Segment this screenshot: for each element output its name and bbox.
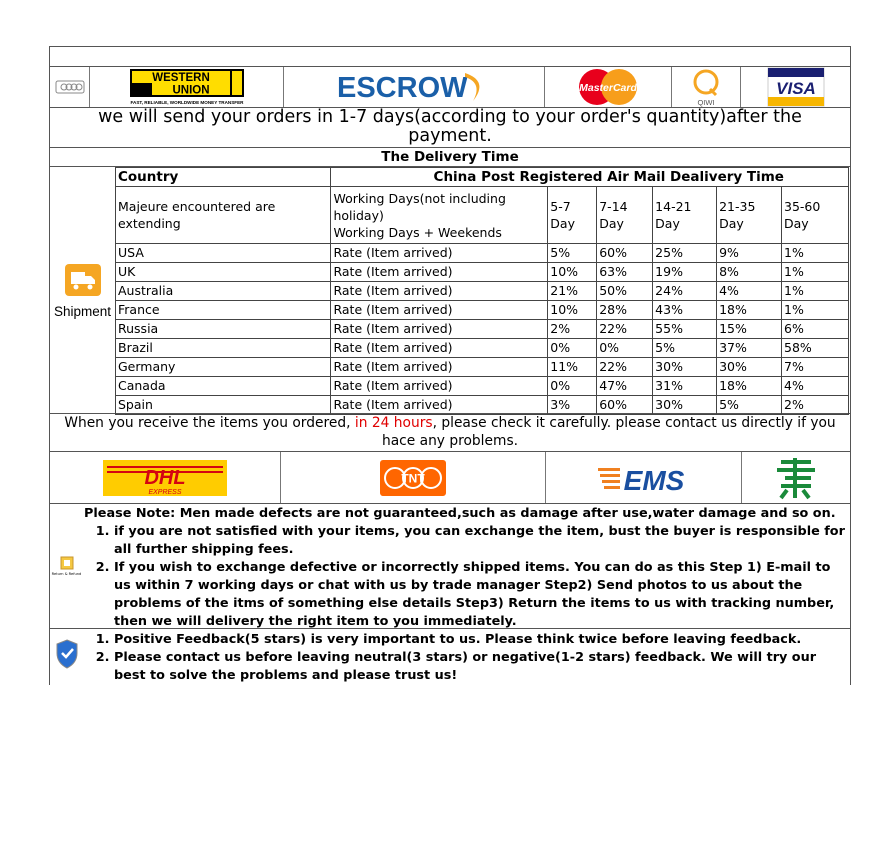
- percent-cell: 30%: [653, 358, 717, 377]
- percent-cell: 28%: [597, 301, 653, 320]
- shield-badge-cell: [50, 639, 83, 669]
- top-spacer: [50, 47, 850, 67]
- country-cell: Australia: [116, 282, 331, 301]
- feedback-item-1: 1. Positive Feedback(5 stars) is very important to us. Please think twice before leaving feedback.: [114, 631, 847, 649]
- china-post-logo: [742, 452, 850, 503]
- tnt-logo: [281, 452, 546, 503]
- country-cell: France: [116, 301, 331, 320]
- range-4: 21-35 Day: [717, 187, 782, 244]
- return-refund-cell: [50, 504, 83, 628]
- receive-check-message: [50, 414, 850, 452]
- payment-logos-row: [50, 67, 850, 108]
- escrow-text: ESCROW: [337, 72, 468, 104]
- percent-cell: 10%: [548, 263, 597, 282]
- returns-note: Please Note: Men made defects are not guaranteed,such as damage after use,water damage and so on.: [84, 506, 836, 521]
- subheader-days-1: Working Days(not including holiday): [333, 190, 506, 223]
- table-row: [116, 396, 849, 415]
- percent-cell: 10%: [548, 301, 597, 320]
- rate-label-cell: Rate (Item arrived): [331, 396, 548, 415]
- range-3: 14-21 Day: [653, 187, 717, 244]
- rate-label-cell: Rate (Item arrived): [331, 244, 548, 263]
- delivery-table: [115, 167, 849, 415]
- percent-cell: 7%: [782, 358, 849, 377]
- feedback-item-2: 2. Please contact us before leaving neutral(3 stars) or negative(1-2 stars) feedback. We will try our best to solve the problems and please trust us!: [114, 649, 847, 685]
- rate-label-cell: Rate (Item arrived): [331, 263, 548, 282]
- percent-cell: 18%: [717, 301, 782, 320]
- send-orders-text: we will send your orders in 1-7 days(according to your order's quantity)after the payment.: [98, 107, 802, 146]
- feedback-notes: [83, 631, 847, 685]
- visa-text: VISA: [775, 79, 816, 98]
- percent-cell: 18%: [717, 377, 782, 396]
- carrier-logos-row: [50, 452, 850, 504]
- table-subheader-row: [116, 187, 849, 244]
- header-country: Country: [116, 168, 331, 187]
- table-row: [116, 282, 849, 301]
- feedback-section: [50, 629, 850, 685]
- percent-cell: 9%: [717, 244, 782, 263]
- shield-icon: [56, 639, 78, 669]
- shipment-label: Shipment: [53, 303, 112, 319]
- country-cell: Russia: [116, 320, 331, 339]
- delivery-time-title: [50, 148, 850, 167]
- table-header-row: [116, 168, 849, 187]
- table-row: [116, 320, 849, 339]
- range-1: 5-7 Day: [548, 187, 597, 244]
- subheader-country: Majeure encountered are extending: [116, 187, 331, 244]
- return-box-icon: [60, 556, 74, 570]
- percent-cell: 1%: [782, 301, 849, 320]
- percent-cell: 37%: [717, 339, 782, 358]
- dhl-text: DHL: [144, 466, 186, 489]
- western-union-line2: UNION: [171, 84, 210, 97]
- table-row: [116, 244, 849, 263]
- table-row: [116, 358, 849, 377]
- western-union-tagline: FAST, RELIABLE, WORLDWIDE MONEY TRANSFER: [130, 100, 243, 105]
- table-row: [116, 263, 849, 282]
- qiwi-text: QIWI: [697, 98, 715, 107]
- percent-cell: 1%: [782, 244, 849, 263]
- percent-cell: 43%: [653, 301, 717, 320]
- percent-cell: 5%: [653, 339, 717, 358]
- western-union-line1: WESTERN: [151, 72, 210, 84]
- returns-notes: [83, 505, 847, 631]
- info-sheet: [49, 46, 851, 685]
- percent-cell: 60%: [597, 396, 653, 415]
- truck-icon: [63, 262, 103, 298]
- percent-cell: 24%: [653, 282, 717, 301]
- percent-cell: 19%: [653, 263, 717, 282]
- percent-cell: 0%: [548, 377, 597, 396]
- percent-cell: 4%: [782, 377, 849, 396]
- mastercard-logo: [545, 67, 672, 107]
- ems-logo: [546, 452, 742, 503]
- country-cell: USA: [116, 244, 331, 263]
- rate-label-cell: Rate (Item arrived): [331, 282, 548, 301]
- percent-cell: 1%: [782, 282, 849, 301]
- percent-cell: 0%: [597, 339, 653, 358]
- percent-cell: 4%: [717, 282, 782, 301]
- qiwi-logo: [672, 67, 741, 107]
- percent-cell: 47%: [597, 377, 653, 396]
- tnt-text: TNT: [401, 471, 425, 485]
- rate-label-cell: Rate (Item arrived): [331, 358, 548, 377]
- returns-section: [50, 504, 850, 629]
- ems-text: EMS: [623, 464, 684, 494]
- range-2: 7-14 Day: [597, 187, 653, 244]
- delivery-section: [50, 167, 850, 414]
- rate-label-cell: Rate (Item arrived): [331, 320, 548, 339]
- percent-cell: 25%: [653, 244, 717, 263]
- percent-cell: 15%: [717, 320, 782, 339]
- receive-text-before: When you receive the items you ordered,: [64, 415, 355, 431]
- percent-cell: 11%: [548, 358, 597, 377]
- rate-label-cell: Rate (Item arrived): [331, 301, 548, 320]
- percent-cell: 22%: [597, 320, 653, 339]
- percent-cell: 8%: [717, 263, 782, 282]
- percent-cell: 2%: [548, 320, 597, 339]
- cards-small-icon: [50, 67, 90, 107]
- percent-cell: 60%: [597, 244, 653, 263]
- shipment-cell: [50, 167, 115, 413]
- percent-cell: 0%: [548, 339, 597, 358]
- percent-cell: 3%: [548, 396, 597, 415]
- percent-cell: 58%: [782, 339, 849, 358]
- table-row: [116, 301, 849, 320]
- percent-cell: 31%: [653, 377, 717, 396]
- range-5: 35-60 Day: [782, 187, 849, 244]
- delivery-title-text: The Delivery Time: [381, 149, 519, 165]
- subheader-days-2: Working Days + Weekends: [333, 224, 502, 240]
- country-cell: Germany: [116, 358, 331, 377]
- percent-cell: 6%: [782, 320, 849, 339]
- country-cell: Canada: [116, 377, 331, 396]
- visa-logo: [741, 67, 850, 107]
- western-union-logo: [90, 67, 284, 107]
- receive-text-highlight: in 24 hours: [354, 415, 433, 431]
- country-cell: Brazil: [116, 339, 331, 358]
- percent-cell: 5%: [717, 396, 782, 415]
- header-method: China Post Registered Air Mail Dealivery Time: [331, 168, 849, 187]
- percent-cell: 63%: [597, 263, 653, 282]
- percent-cell: 50%: [597, 282, 653, 301]
- percent-cell: 55%: [653, 320, 717, 339]
- percent-cell: 30%: [717, 358, 782, 377]
- percent-cell: 21%: [548, 282, 597, 301]
- returns-item-2: 2. If you wish to exchange defective or incorrectly shipped items. You can do as this Step 1) E-mail to us within 7 working days or chat with us by trade manager Step2) Send photos to us about the problems of the itms of something else details Step3) Return the items to us with tracking number, then we will delivery the right item to you immediately.: [114, 559, 847, 631]
- table-row: [116, 339, 849, 358]
- returns-list: [83, 523, 847, 631]
- percent-cell: 1%: [782, 263, 849, 282]
- rate-label-cell: Rate (Item arrived): [331, 377, 548, 396]
- percent-cell: 2%: [782, 396, 849, 415]
- send-orders-message: [50, 108, 850, 148]
- feedback-list: [83, 631, 847, 685]
- rate-label-cell: Rate (Item arrived): [331, 339, 548, 358]
- percent-cell: 5%: [548, 244, 597, 263]
- country-cell: Spain: [116, 396, 331, 415]
- percent-cell: 30%: [653, 396, 717, 415]
- return-refund-label: Return & Refund: [51, 572, 82, 576]
- returns-item-1: 1. if you are not satisfied with your items, you can exchange the item, bust the buyer is responsible for all further shipping fees.: [114, 523, 847, 559]
- dhl-express-text: EXPRESS: [148, 488, 182, 496]
- percent-cell: 22%: [597, 358, 653, 377]
- dhl-logo: [50, 452, 281, 503]
- subheader-days: [331, 187, 548, 244]
- mastercard-text: MasterCard: [579, 82, 637, 94]
- table-row: [116, 377, 849, 396]
- escrow-logo: [284, 67, 545, 107]
- country-cell: UK: [116, 263, 331, 282]
- receive-text-after: , please check it carefully. please contact us directly if you hace any problems.: [381, 415, 836, 449]
